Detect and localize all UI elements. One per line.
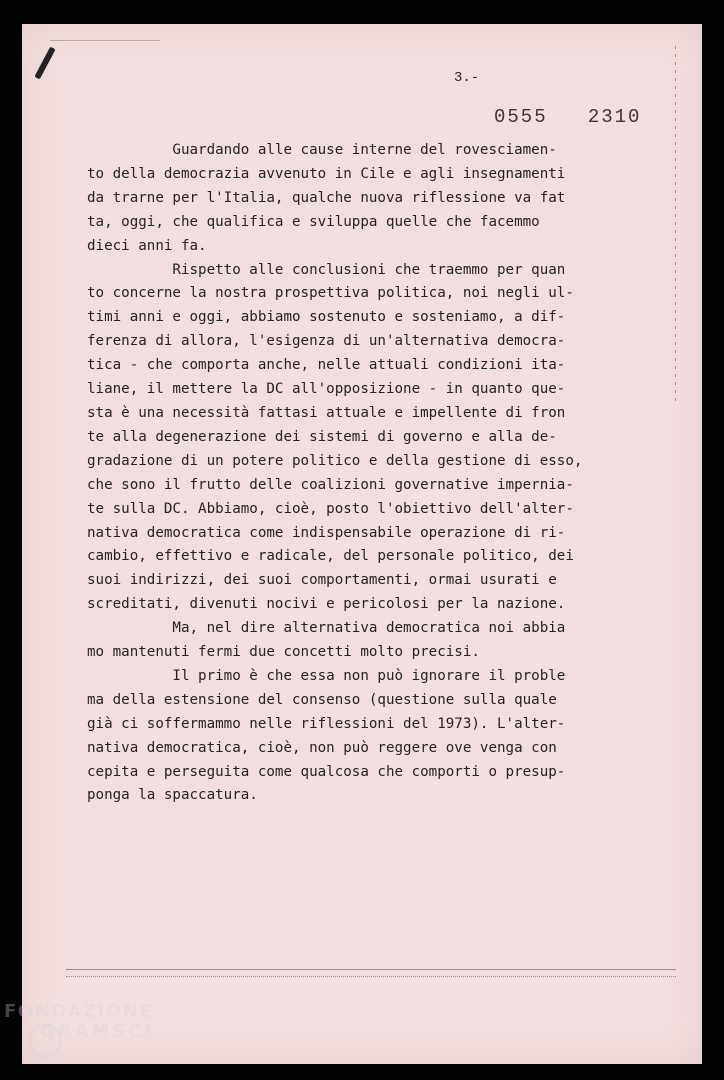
archive-number: 0555 2310	[494, 106, 642, 128]
bottom-rule	[66, 969, 676, 977]
watermark	[4, 1002, 154, 1042]
watermark-line-1: FONDAZIONE	[4, 1001, 153, 1022]
pen-mark	[34, 47, 55, 80]
scratch-line	[50, 40, 160, 41]
watermark-line-2: GRAMSCI	[40, 1021, 155, 1042]
margin-rule	[675, 46, 676, 406]
page-number: 3.-	[454, 70, 480, 86]
typed-body-text: Guardando alle cause interne del rovesciamen- to della democrazia avvenuto in Cile e agli insegnamenti da trarne per l'Italia, qualche nuova riflessione va fat ta, oggi, che qualifica e sviluppa quelle che facemmo dieci anni fa. Rispetto alle conclusioni che traemmo per quan to concerne la nostra prospettiva politica, noi negli ul- timi anni e oggi, abbiamo sostenuto e sosteniamo, a dif- ferenza di allora, l'esigenza di un'alternativa democra- tica - che comporta anche, nelle attuali condizioni ita- liane, il mettere la DC all'opposizione - in quanto que- sta è una necessità fattasi attuale e impellente di fron te alla degenerazione dei sistemi di governo e alla de- gradazione di un potere politico e della gestione di esso, che sono il frutto delle coalizioni governative imperniа- te sulla DC. Abbiamo, cioè, posto l'obiettivo dell'alter- nativa democratica come indispensabile operazione di ri- cambio, effettivo e radicale, del personale politico, dei suoi indirizzi, dei suoi comportamenti, ormai usurati e screditati, divenuti nocivi e pericolosi per la nazione. Ma, nel dire alternativa democratica noi abbia mo mantenuti fermi due concetti molto precisi. Il primo è che essa non può ignorare il proble ma della estensione del consenso (questione sulla quale già ci soffermammo nelle riflessioni del 1973). L'alter- nativa democratica, cioè, non può reggere ove venga con cepita e perseguita come qualcosa che comporti o presup- ponga la spaccatura.	[87, 142, 583, 804]
